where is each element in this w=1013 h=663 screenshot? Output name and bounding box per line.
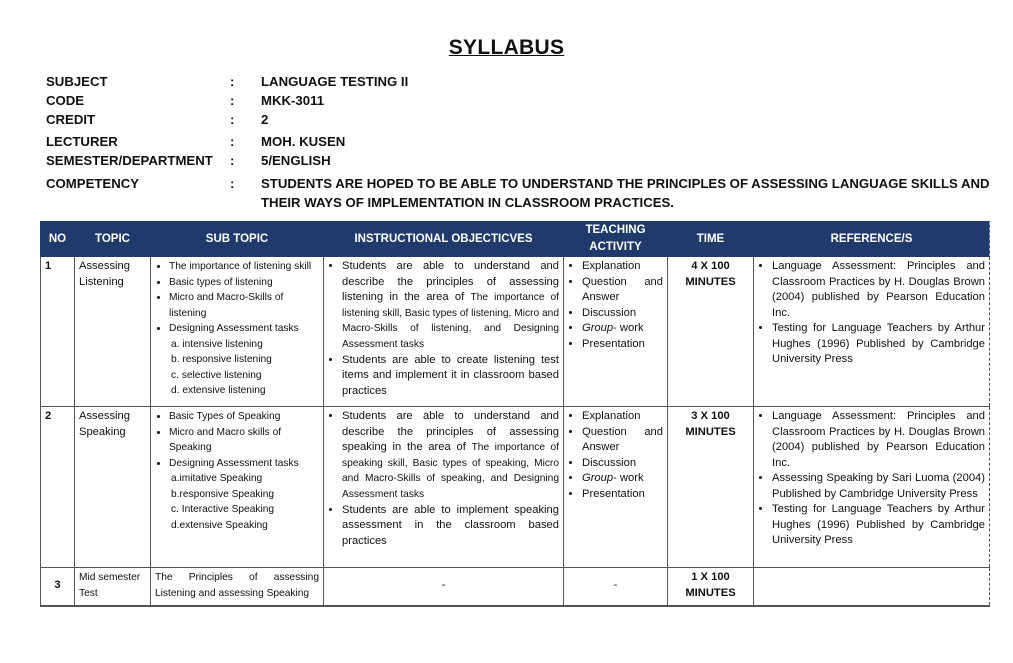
list-item — [582, 471, 663, 487]
list-item: • Question and Answer — [582, 275, 663, 306]
info-value: 5/ENGLISH — [261, 153, 331, 168]
activities-list — [568, 259, 663, 352]
list-item: • Discussion — [582, 456, 663, 472]
table-row — [41, 407, 990, 568]
list-item — [169, 456, 319, 534]
info-label: SUBJECT — [46, 74, 108, 89]
course-info — [46, 72, 991, 212]
list-item: • Students are able to implement speaking assessment in the classroom based practices — [342, 503, 559, 550]
sub-item: d.extensive Speaking — [171, 519, 268, 531]
row-activities — [564, 257, 668, 407]
document-title: SYLLABUS — [448, 36, 565, 59]
sub-item: a. intensive listening — [171, 338, 263, 350]
row-references — [754, 257, 990, 407]
time-unit: MINUTES — [685, 425, 736, 438]
list-item-text: Designing Assessment tasks — [169, 457, 299, 469]
activities-list — [568, 409, 663, 502]
info-credit — [46, 110, 991, 129]
info-colon: : — [230, 112, 235, 127]
time-unit: MINUTES — [685, 586, 736, 599]
list-item — [169, 321, 319, 399]
header-sub-topic: SUB TOPIC — [151, 222, 324, 257]
objectives-list — [328, 409, 559, 549]
info-colon: : — [230, 134, 235, 149]
row-time — [668, 257, 754, 407]
list-item: • Question and Answer — [582, 425, 663, 456]
info-colon: : — [230, 153, 235, 168]
syllabus-table — [40, 221, 990, 607]
info-label: LECTURER — [46, 134, 118, 149]
info-code — [46, 91, 991, 110]
row-objectives — [324, 407, 564, 568]
info-value: MKK-3011 — [261, 93, 325, 108]
list-item: • Testing for Language Teachers by Arthur Hughes (1996) Published by Cambridge University Press — [772, 321, 985, 368]
sub-item: d. extensive listening — [171, 385, 266, 396]
row-sub-topic: The Principles of assessing Listening and assessing Speaking — [151, 568, 324, 607]
activity-group: Group — [582, 472, 614, 484]
info-semester — [46, 151, 991, 170]
info-subject — [46, 72, 991, 91]
header-teaching-activity — [564, 222, 668, 257]
table-row — [41, 568, 990, 607]
objectives-list — [328, 259, 559, 399]
list-item: • Assessing Speaking by Sari Luoma (2004) Published by Cambridge University Press — [772, 471, 985, 502]
header-teaching-line2: ACTIVITY — [589, 241, 642, 253]
time-value: 3 X 100 — [691, 410, 730, 422]
objective-text: Students are able to understand and describe the principles of assessing speaking in the area of — [342, 410, 559, 453]
row-objectives — [324, 257, 564, 407]
sub-item: c. Interactive Speaking — [171, 504, 275, 515]
row-objectives: - — [324, 568, 564, 607]
sub-item: a.imitative Speaking — [171, 473, 263, 484]
table-header — [41, 222, 990, 257]
info-value: MOH. KUSEN — [261, 134, 346, 149]
row-activities: - — [564, 568, 668, 607]
info-value: STUDENTS ARE HOPED TO BE ABLE TO UNDERSTAND THE PRINCIPLES OF ASSESSING LANGUAGE SKILLS AND THEIR WAYS OF IMPLEMENTATION IN CLASSROOM PRACTICES. — [261, 176, 990, 210]
list-item: • Basic types of listening — [169, 275, 319, 291]
list-item: • Micro and Macro skills of Speaking — [169, 425, 319, 456]
list-item: • Explanation — [582, 409, 663, 425]
row-references — [754, 407, 990, 568]
list-item: • Basic Types of Speaking — [169, 409, 319, 425]
list-item: • Discussion — [582, 306, 663, 322]
info-competency — [46, 174, 991, 212]
objective-detail: The importance of speaking skill, Basic types of speaking, Micro and Macro-Skills of speaking, and Designing Assessment tasks — [342, 442, 559, 501]
row-number: 3 — [41, 568, 75, 607]
info-colon: : — [230, 74, 235, 89]
list-item: • Presentation — [582, 337, 663, 353]
info-colon: : — [230, 93, 235, 108]
header-topic: TOPIC — [75, 222, 151, 257]
row-topic: Mid semester Test — [75, 568, 151, 607]
header-no: NO — [41, 222, 75, 257]
time-value: 1 X 100 — [691, 571, 730, 583]
info-label: CREDIT — [46, 112, 96, 127]
objective-text: Students are able to understand and describe the principles of assessing listening in the area of — [342, 260, 559, 303]
time-unit: MINUTES — [685, 275, 736, 288]
row-topic: Assessing Speaking — [75, 407, 151, 568]
info-label: COMPETENCY — [46, 176, 140, 191]
info-label: SEMESTER/DEPARTMENT — [46, 153, 213, 168]
row-number: 1 — [41, 257, 75, 407]
list-item: • Explanation — [582, 259, 663, 275]
row-references — [754, 568, 990, 607]
list-item: • Presentation — [582, 487, 663, 503]
row-sub-topic — [151, 407, 324, 568]
sub-item: c. selective listening — [171, 369, 262, 381]
list-item: • The importance of listening skill — [169, 259, 319, 275]
header-reference: REFERENCE/S — [754, 222, 990, 257]
objective-detail: The importance of listening skill, Basic types of listening, Micro and Macro-Skills of listening, and Designing Assessment tasks — [342, 292, 559, 351]
list-item: • Students are able to create listening test items and implement it in classroom based practices — [342, 353, 559, 400]
row-time — [668, 407, 754, 568]
references-list — [758, 259, 985, 368]
list-item — [342, 409, 559, 503]
info-lecturer — [46, 132, 991, 151]
list-item — [342, 259, 559, 353]
sub-topic-list — [155, 259, 319, 399]
list-item: • Language Assessment: Principles and Classroom Practices by H. Douglas Brown (2004) published by Pearson Education Inc. — [772, 409, 985, 471]
list-item-text: Designing Assessment tasks — [169, 323, 299, 334]
sub-item: b.responsive Speaking — [171, 488, 275, 500]
info-colon: : — [230, 176, 235, 191]
header-teaching-line1: TEACHING — [585, 224, 646, 236]
row-topic: Assessing Listening — [75, 257, 151, 407]
references-list — [758, 409, 985, 549]
row-time — [668, 568, 754, 607]
info-value: 2 — [261, 112, 269, 127]
list-item: • Testing for Language Teachers by Arthur Hughes (1996) Published by Cambridge University Press — [772, 502, 985, 549]
activity-work: - work — [613, 472, 644, 484]
info-label: CODE — [46, 93, 85, 108]
header-objectives: INSTRUCTIONAL OBJECTICVES — [324, 222, 564, 257]
info-value: LANGUAGE TESTING II — [261, 74, 409, 89]
sub-topic-list — [155, 409, 319, 533]
row-sub-topic — [151, 257, 324, 407]
activity-group: Group — [582, 322, 614, 334]
time-value: 4 X 100 — [691, 260, 730, 272]
list-item: • Language Assessment: Principles and Classroom Practices by H. Douglas Brown (2004) published by Pearson Education Inc. — [772, 259, 985, 321]
table-row — [41, 257, 990, 407]
list-item: • Micro and Macro-Skills of listening — [169, 290, 319, 321]
sub-item: b. responsive listening — [171, 354, 272, 365]
activity-work: - work — [613, 322, 644, 334]
row-number: 2 — [41, 407, 75, 568]
row-activities — [564, 407, 668, 568]
list-item — [582, 321, 663, 337]
header-time: TIME — [668, 222, 754, 257]
